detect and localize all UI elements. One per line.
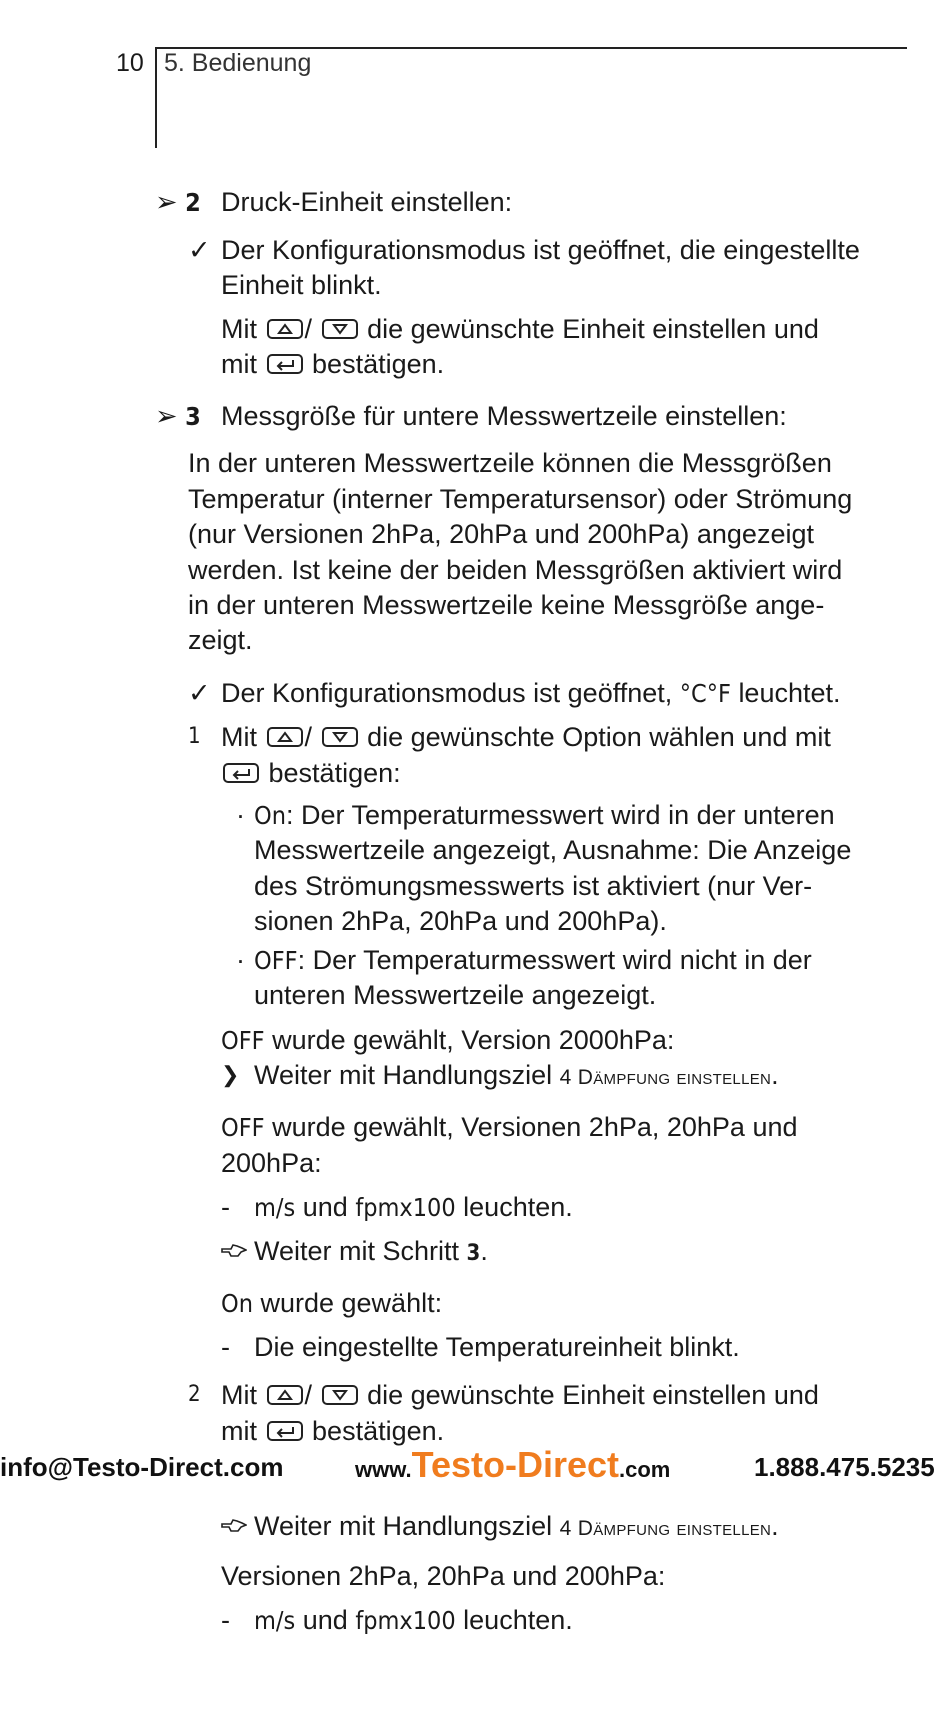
text-fragment: Mit — [221, 722, 257, 752]
text-fragment: die gewünschte Option wählen und mit — [367, 722, 831, 752]
slash: / — [304, 314, 313, 344]
text-fragment: mit — [221, 349, 257, 379]
pointing-hand-icon — [221, 1240, 247, 1265]
text-fragment: bestätigen. — [312, 349, 445, 379]
display-code: °C°F — [679, 679, 731, 708]
step-arrow-icon: ➢ — [155, 401, 178, 431]
dash: - — [221, 1192, 230, 1222]
text-fragment: wurde gewählt, Version 2000hPa: — [272, 1025, 675, 1055]
text-line: Einheit blinkt. — [221, 270, 382, 300]
text-line: Messwertzeile angezeigt, Ausnahme: Die Anzeige — [254, 835, 852, 865]
enter-key-icon — [267, 1421, 303, 1441]
result-arrow-icon: ❯ — [221, 1062, 240, 1087]
page-number: 10 — [116, 49, 144, 77]
bullet: · — [236, 945, 245, 975]
result-line — [254, 1602, 573, 1639]
text-fragment: die gewünschte Einheit einstellen und — [367, 1380, 819, 1410]
text-fragment: Weiter mit Handlungsziel — [254, 1511, 553, 1541]
web-prefix: www. — [355, 1457, 412, 1482]
result-line — [254, 1189, 573, 1226]
web-brand: Testo-Direct — [411, 1444, 620, 1485]
pointing-hand-icon — [221, 1515, 247, 1540]
text-fragment: . — [771, 1511, 779, 1541]
bullet: · — [236, 800, 245, 830]
display-code: m/s — [254, 1193, 296, 1222]
footer-website[interactable] — [355, 1444, 670, 1486]
cross-reference: 4 Dämpfung einstellen — [559, 1066, 772, 1089]
display-code: On — [221, 1289, 253, 1318]
display-code: OFF — [221, 1113, 265, 1142]
step-number: 3 — [185, 402, 201, 431]
display-code: On — [254, 801, 286, 830]
text-fragment: und — [302, 1605, 348, 1635]
text-fragment: wurde gewählt, Versionen 2hPa, 20hPa und — [272, 1112, 798, 1142]
up-arrow-key-icon — [267, 1385, 303, 1405]
display-code: fpmx100 — [355, 1606, 456, 1635]
down-arrow-key-icon — [322, 727, 358, 747]
link-line — [254, 1057, 779, 1096]
link-line — [254, 1508, 779, 1547]
slash: / — [304, 1380, 313, 1410]
text-line: unteren Messwertzeile angezeigt. — [254, 980, 657, 1010]
text-fragment: . — [480, 1236, 488, 1266]
condition-line — [221, 1109, 798, 1146]
text-line: Die eingestellte Temperatureinheit blinkt. — [254, 1332, 740, 1362]
text-line: des Strömungsmesswerts ist aktiviert (nur Ver- — [254, 871, 813, 901]
down-arrow-key-icon — [322, 319, 358, 339]
sub-step-number: 2 — [188, 1382, 201, 1407]
step-3-heading — [155, 398, 201, 435]
step-arrow-icon: ➢ — [155, 187, 178, 217]
text-line: Temperatur (interner Temperatursensor) oder Strömung — [188, 484, 853, 514]
text-fragment: mit — [221, 1416, 257, 1446]
footer-email[interactable]: info@Testo-Direct.com — [0, 1452, 284, 1482]
display-code: m/s — [254, 1606, 296, 1635]
text-fragment: bestätigen: — [268, 758, 401, 788]
step-2-heading — [155, 184, 201, 221]
text-line: zeigt. — [188, 625, 253, 655]
text-line: In der unteren Messwertzeile können die Messgrößen — [188, 448, 832, 478]
text-fragment: Weiter mit Handlungsziel — [254, 1060, 553, 1090]
instruction-line — [221, 1377, 819, 1413]
condition-line — [221, 1285, 442, 1322]
text-fragment: Der Konfigurationsmodus ist geöffnet, — [221, 678, 673, 708]
enter-key-icon — [267, 354, 303, 374]
step-number: 2 — [185, 188, 201, 217]
step-3-title: Messgröße für untere Messwertzeile einstellen: — [221, 401, 787, 431]
text-line: Versionen 2hPa, 20hPa und 200hPa: — [221, 1561, 666, 1591]
instruction-line — [221, 346, 444, 382]
text-fragment: Mit — [221, 1380, 257, 1410]
section-title: 5. Bedienung — [164, 49, 312, 77]
text-fragment: bestätigen. — [312, 1416, 445, 1446]
text-fragment: wurde gewählt: — [260, 1288, 443, 1318]
text-line: werden. Ist keine der beiden Messgrößen aktiviert wird — [188, 555, 843, 585]
instruction-line — [221, 755, 401, 791]
condition-line — [221, 1022, 674, 1059]
display-code: OFF — [221, 1026, 265, 1055]
down-arrow-key-icon — [322, 1385, 358, 1405]
check-icon: ✓ — [188, 678, 211, 708]
text-fragment: leuchtet. — [738, 678, 841, 708]
bullet-line — [254, 797, 835, 834]
check-icon: ✓ — [188, 235, 211, 265]
display-code: fpmx100 — [355, 1193, 456, 1222]
bullet-line — [254, 942, 812, 979]
text-fragment: leuchten. — [463, 1605, 573, 1635]
enter-key-icon — [223, 763, 259, 783]
instruction-line — [221, 311, 819, 347]
up-arrow-key-icon — [267, 319, 303, 339]
text-fragment: . — [771, 1060, 779, 1090]
step-2-title: Druck-Einheit einstellen: — [221, 187, 513, 217]
slash: / — [304, 722, 313, 752]
display-code: OFF — [254, 946, 298, 975]
text-fragment: : Der Temperaturmesswert wird nicht in der — [297, 945, 812, 975]
sub-step-number: 1 — [188, 724, 201, 749]
check-line — [221, 675, 841, 712]
text-line: in der unteren Messwertzeile keine Messgröße ange- — [188, 590, 825, 620]
text-line: (nur Versionen 2hPa, 20hPa und 200hPa) angezeigt — [188, 519, 814, 549]
text-fragment: Weiter mit Schritt — [254, 1236, 460, 1266]
text-fragment: Mit — [221, 314, 257, 344]
footer-phone: 1.888.475.5235 — [754, 1452, 935, 1482]
text-fragment: und — [302, 1192, 348, 1222]
text-fragment: leuchten. — [463, 1192, 573, 1222]
text-line: Der Konfigurationsmodus ist geöffnet, die eingestellte — [221, 235, 860, 265]
up-arrow-key-icon — [267, 727, 303, 747]
text-fragment: : Der Temperaturmesswert wird in der unteren — [285, 800, 835, 830]
cross-reference: 4 Dämpfung einstellen — [559, 1517, 772, 1540]
text-line: 200hPa: — [221, 1148, 322, 1178]
instruction-line — [221, 719, 831, 755]
step-ref: 3 — [466, 1241, 481, 1266]
dash: - — [221, 1605, 230, 1635]
link-line — [254, 1233, 488, 1272]
web-suffix: .com — [619, 1457, 671, 1482]
header-divider — [155, 47, 157, 148]
dash: - — [221, 1332, 230, 1362]
text-fragment: die gewünschte Einheit einstellen und — [367, 314, 819, 344]
text-line: sionen 2hPa, 20hPa und 200hPa). — [254, 906, 667, 936]
